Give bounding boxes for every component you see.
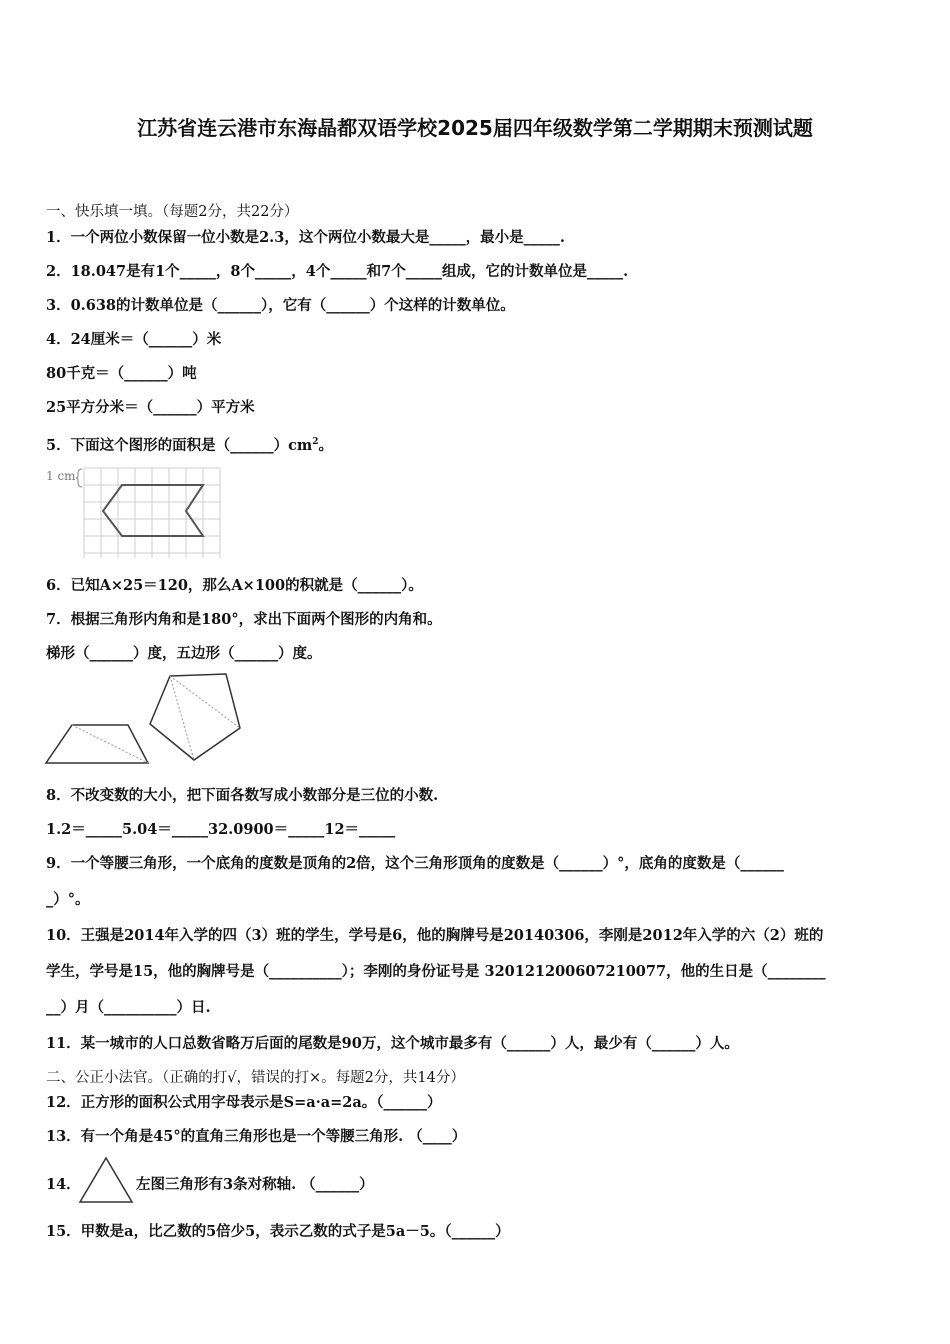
pentagon-shape	[150, 674, 240, 760]
question-9-line-2: _）°。	[46, 891, 90, 908]
scale-brace	[76, 469, 82, 487]
question-7: 7．根据三角形内角和是180°，求出下面两个图形的内角和。	[46, 611, 442, 628]
question-1: 1．一个两位小数保留一位小数是2.3，这个两位小数最大是_____，最小是_____.	[46, 229, 565, 246]
question-4-part-c: 25平方分米＝（______）平方米	[46, 399, 255, 416]
question-8: 8．不改变数的大小，把下面各数写成小数部分是三位的小数.	[46, 787, 439, 804]
question-6: 6．已知A×25＝120，那么A×100的积就是（______）。	[46, 577, 423, 594]
polygons-figure	[44, 668, 244, 768]
grid-scale-label: 1 cm	[46, 469, 76, 483]
triangle-figure	[78, 1156, 134, 1204]
question-5-unit-exponent: 2	[312, 437, 319, 447]
question-2: 2．18.047是有1个_____，8个_____，4个_____和7个_____组成，它的计数单位是_____.	[46, 263, 629, 280]
equilateral-triangle-shape	[80, 1158, 132, 1202]
question-5	[46, 432, 333, 456]
section-heading-2: 二、公正小法官。（正确的打√，错误的打×。每题2分，共14分）	[46, 1070, 465, 1086]
question-5-text: 5．下面这个图形的面积是（______）cm	[46, 436, 313, 454]
question-14-number: 14．	[46, 1176, 81, 1193]
question-5-end: 。	[318, 436, 334, 454]
question-12: 12．正方形的面积公式用字母表示是S=a·a=2a。（______）	[46, 1094, 442, 1111]
question-14: 左图三角形有3条对称轴. （______）	[136, 1176, 374, 1193]
pentagon-diagonal-2	[170, 676, 194, 760]
question-8-answers: 1.2＝_____5.04＝_____32.0900＝_____12＝_____	[46, 821, 396, 838]
question-3: 3．0.638的计数单位是（______），它有（______）个这样的计数单位。	[46, 297, 515, 314]
question-11: 11．某一城市的人口总数省略万后面的尾数是90万，这个城市最多有（______）人，最少有（______）人。	[46, 1035, 739, 1052]
page-title: 江苏省连云港市东海晶都双语学校2025届四年级数学第二学期期末预测试题	[137, 116, 813, 140]
question-9-line-1: 9．一个等腰三角形，一个底角的度数是顶角的2倍，这个三角形顶角的度数是（______）°，底角的度数是（______	[46, 855, 784, 872]
pentagon-diagonal-1	[170, 676, 240, 728]
grid-shape-figure	[44, 462, 224, 562]
question-7-answers: 梯形（______）度，五边形（______）度。	[46, 645, 322, 662]
section-heading-1: 一、快乐填一填。（每题2分，共22分）	[46, 204, 299, 220]
question-10-line-3: __）月（__________）日.	[46, 999, 211, 1016]
question-10-line-1: 10．王强是2014年入学的四（3）班的学生，学号是6，他的胸牌号是20140306，李刚是2012年入学的六（2）班的	[46, 927, 824, 944]
trapezoid-shape	[46, 725, 148, 763]
question-4-part-b: 80千克＝（______）吨	[46, 365, 197, 382]
question-10-line-2: 学生，学号是15，他的胸牌号是（__________）；李刚的身份证号是 320121200607210077，他的生日是（________	[46, 963, 826, 980]
trapezoid-diagonal	[72, 725, 148, 763]
question-15: 15．甲数是a，比乙数的5倍少5，表示乙数的式子是5a－5。（______）	[46, 1223, 510, 1240]
question-4-part-a: 4．24厘米＝（______）米	[46, 331, 222, 348]
question-13: 13．有一个角是45°的直角三角形也是一个等腰三角形. （____）	[46, 1128, 467, 1145]
